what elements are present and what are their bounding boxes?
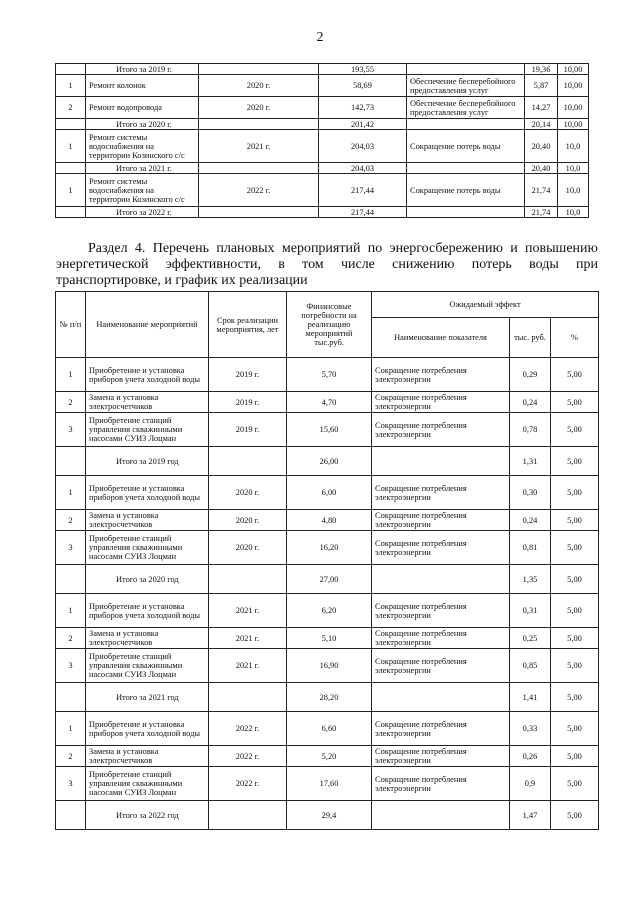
amount-cell: 4,70 bbox=[287, 392, 372, 413]
period-cell: 2021 г. bbox=[209, 649, 287, 683]
measure-name: Ремонт системы водоснабжения на территории Козинского с/с bbox=[86, 130, 199, 163]
period-cell bbox=[199, 163, 319, 174]
amount-cell: 29,4 bbox=[287, 801, 372, 830]
effect-cell bbox=[372, 801, 510, 830]
effect-rub-cell: 0,81 bbox=[510, 531, 551, 565]
effect-pct-cell: 5,00 bbox=[551, 712, 599, 746]
effect-rub-cell: 5,87 bbox=[525, 75, 558, 97]
effect-cell: Сокращение потребления электроэнергии bbox=[372, 358, 510, 392]
effect-pct-cell: 5,00 bbox=[551, 392, 599, 413]
effect-cell bbox=[407, 64, 525, 75]
section-4-heading bbox=[56, 241, 598, 289]
total-row bbox=[56, 163, 589, 174]
table-row bbox=[56, 392, 599, 413]
amount-cell: 26,00 bbox=[287, 447, 372, 476]
effect-pct-cell: 5,00 bbox=[551, 746, 599, 767]
effect-pct-cell: 10,00 bbox=[558, 64, 589, 75]
row-number bbox=[56, 163, 86, 174]
amount-cell: 16,20 bbox=[287, 531, 372, 565]
measure-name: Замена и установка электросчетчиков bbox=[86, 510, 209, 531]
effect-cell: Сокращение потребления электроэнергии bbox=[372, 531, 510, 565]
measure-name: Ремонт колонок bbox=[86, 75, 199, 97]
row-number: 2 bbox=[56, 97, 86, 119]
measure-name: Итого за 2020 г. bbox=[86, 119, 199, 130]
effect-pct-cell: 5,00 bbox=[551, 767, 599, 801]
effect-pct-cell: 5,00 bbox=[551, 413, 599, 447]
effect-cell: Сокращение потребления электроэнергии bbox=[372, 392, 510, 413]
header-rub: тыс. руб. bbox=[510, 318, 551, 358]
row-number: 2 bbox=[56, 392, 86, 413]
effect-rub-cell: 1,35 bbox=[510, 565, 551, 594]
table-row bbox=[56, 628, 599, 649]
effect-rub-cell: 0,24 bbox=[510, 392, 551, 413]
measure-name: Замена и установка электросчетчиков bbox=[86, 392, 209, 413]
effect-rub-cell: 0,24 bbox=[510, 510, 551, 531]
amount-cell: 27,00 bbox=[287, 565, 372, 594]
section-4-heading-line: Раздел 4. Перечень плановых мероприятий по энергосбережению и повышению bbox=[88, 241, 598, 256]
measure-name: Итого за 2019 г. bbox=[86, 64, 199, 75]
period-cell: 2022 г. bbox=[209, 712, 287, 746]
amount-cell: 6,00 bbox=[287, 476, 372, 510]
effect-cell bbox=[372, 683, 510, 712]
period-cell: 2022 г. bbox=[199, 174, 319, 207]
effect-cell: Сокращение потребления электроэнергии bbox=[372, 476, 510, 510]
amount-cell: 17,60 bbox=[287, 767, 372, 801]
measure-name: Ремонт водопровода bbox=[86, 97, 199, 119]
period-cell: 2020 г. bbox=[209, 510, 287, 531]
total-row bbox=[56, 64, 589, 75]
effect-cell: Обеспечение бесперебойного предоставления услуг bbox=[407, 97, 525, 119]
effect-cell: Сокращение потерь воды bbox=[407, 130, 525, 163]
period-cell: 2020 г. bbox=[199, 75, 319, 97]
table-row bbox=[56, 97, 589, 119]
measure-name: Итого за 2021 г. bbox=[86, 163, 199, 174]
effect-cell: Сокращение потребления электроэнергии bbox=[372, 767, 510, 801]
header-indicator: Наименование показателя bbox=[372, 318, 510, 358]
measure-name: Итого за 2021 год bbox=[86, 683, 209, 712]
total-row bbox=[56, 447, 599, 476]
period-cell bbox=[199, 207, 319, 218]
effect-pct-cell: 10,0 bbox=[558, 207, 589, 218]
table-row bbox=[56, 767, 599, 801]
effect-pct-cell: 5,00 bbox=[551, 510, 599, 531]
measure-name: Приобретение станций управления скважинными насосами СУИЗ Лоцман bbox=[86, 413, 209, 447]
header-num: № п/п bbox=[56, 292, 86, 358]
effect-pct-cell: 5,00 bbox=[551, 358, 599, 392]
measure-name: Приобретение и установка приборов учета холодной воды bbox=[86, 476, 209, 510]
period-cell bbox=[209, 683, 287, 712]
table-row bbox=[56, 531, 599, 565]
amount-cell: 201,42 bbox=[319, 119, 407, 130]
period-cell bbox=[209, 447, 287, 476]
amount-cell: 6,20 bbox=[287, 594, 372, 628]
effect-cell: Обеспечение бесперебойного предоставления услуг bbox=[407, 75, 525, 97]
total-row bbox=[56, 801, 599, 830]
effect-rub-cell: 0,29 bbox=[510, 358, 551, 392]
measure-name: Итого за 2020 год bbox=[86, 565, 209, 594]
header-name: Наименование мероприятий bbox=[86, 292, 209, 358]
measure-name: Итого за 2022 г. bbox=[86, 207, 199, 218]
total-row bbox=[56, 207, 589, 218]
table-row bbox=[56, 413, 599, 447]
effect-pct-cell: 5,00 bbox=[551, 594, 599, 628]
measure-name: Замена и установка электросчетчиков bbox=[86, 746, 209, 767]
period-cell bbox=[199, 119, 319, 130]
period-cell bbox=[209, 801, 287, 830]
period-cell: 2021 г. bbox=[209, 628, 287, 649]
table-row bbox=[56, 746, 599, 767]
period-cell: 2020 г. bbox=[199, 97, 319, 119]
effect-rub-cell: 0,30 bbox=[510, 476, 551, 510]
effect-cell: Сокращение потребления электроэнергии bbox=[372, 712, 510, 746]
row-number: 1 bbox=[56, 130, 86, 163]
row-number: 1 bbox=[56, 594, 86, 628]
effect-cell: Сокращение потребления электроэнергии bbox=[372, 746, 510, 767]
effect-cell bbox=[407, 207, 525, 218]
period-cell: 2020 г. bbox=[209, 476, 287, 510]
effect-pct-cell: 5,00 bbox=[551, 531, 599, 565]
table-row bbox=[56, 510, 599, 531]
total-row bbox=[56, 565, 599, 594]
row-number: 1 bbox=[56, 476, 86, 510]
measure-name: Ремонт системы водоснабжения на территории Козинского с/с bbox=[86, 174, 199, 207]
row-number: 2 bbox=[56, 510, 86, 531]
row-number: 1 bbox=[56, 712, 86, 746]
table-row bbox=[56, 594, 599, 628]
row-number bbox=[56, 801, 86, 830]
amount-cell: 217,44 bbox=[319, 174, 407, 207]
row-number bbox=[56, 447, 86, 476]
amount-cell: 5,70 bbox=[287, 358, 372, 392]
section-4-heading-line: энергетической эффективности, в том числе снижению потерь воды при bbox=[56, 257, 598, 272]
row-number: 1 bbox=[56, 358, 86, 392]
period-cell: 2021 г. bbox=[209, 594, 287, 628]
table-row bbox=[56, 174, 589, 207]
effect-cell bbox=[372, 447, 510, 476]
row-number: 3 bbox=[56, 649, 86, 683]
effect-rub-cell: 0,9 bbox=[510, 767, 551, 801]
row-number: 2 bbox=[56, 746, 86, 767]
table-row bbox=[56, 712, 599, 746]
effect-rub-cell: 1,31 bbox=[510, 447, 551, 476]
effect-cell: Сокращение потерь воды bbox=[407, 174, 525, 207]
row-number: 3 bbox=[56, 767, 86, 801]
effect-pct-cell: 10,0 bbox=[558, 174, 589, 207]
period-cell: 2019 г. bbox=[209, 413, 287, 447]
row-number bbox=[56, 683, 86, 712]
effect-pct-cell: 10,00 bbox=[558, 75, 589, 97]
period-cell: 2020 г. bbox=[209, 531, 287, 565]
effect-pct-cell: 5,00 bbox=[551, 447, 599, 476]
amount-cell: 5,20 bbox=[287, 746, 372, 767]
effect-pct-cell: 5,00 bbox=[551, 628, 599, 649]
effect-rub-cell: 20,40 bbox=[525, 130, 558, 163]
table-row bbox=[56, 75, 589, 97]
header-expected-effect: Ожидаемый эффект bbox=[372, 292, 599, 318]
effect-cell: Сокращение потребления электроэнергии bbox=[372, 510, 510, 531]
measure-name: Приобретение и установка приборов учета холодной воды bbox=[86, 594, 209, 628]
amount-cell: 204,03 bbox=[319, 163, 407, 174]
amount-cell: 28,20 bbox=[287, 683, 372, 712]
effect-pct-cell: 10,00 bbox=[558, 97, 589, 119]
period-cell bbox=[199, 64, 319, 75]
total-row bbox=[56, 683, 599, 712]
effect-pct-cell: 10,00 bbox=[558, 119, 589, 130]
measure-name: Приобретение станций управления скважинными насосами СУИЗ Лоцман bbox=[86, 649, 209, 683]
section-4-heading-line: транспортировке, и график их реализации bbox=[56, 273, 308, 288]
effect-rub-cell: 0,33 bbox=[510, 712, 551, 746]
energy-saving-measures-table bbox=[55, 291, 599, 830]
effect-pct-cell: 5,00 bbox=[551, 565, 599, 594]
effect-rub-cell: 0,85 bbox=[510, 649, 551, 683]
effect-pct-cell: 5,00 bbox=[551, 683, 599, 712]
row-number bbox=[56, 119, 86, 130]
table-row bbox=[56, 130, 589, 163]
effect-rub-cell: 0,25 bbox=[510, 628, 551, 649]
period-cell: 2022 г. bbox=[209, 767, 287, 801]
table-row bbox=[56, 649, 599, 683]
effect-pct-cell: 5,00 bbox=[551, 476, 599, 510]
amount-cell: 15,60 bbox=[287, 413, 372, 447]
effect-rub-cell: 20,40 bbox=[525, 163, 558, 174]
effect-rub-cell: 21,74 bbox=[525, 174, 558, 207]
amount-cell: 5,10 bbox=[287, 628, 372, 649]
row-number: 1 bbox=[56, 174, 86, 207]
effect-rub-cell: 0,31 bbox=[510, 594, 551, 628]
total-row bbox=[56, 119, 589, 130]
effect-cell bbox=[372, 565, 510, 594]
measure-name: Приобретение и установка приборов учета холодной воды bbox=[86, 712, 209, 746]
header-finance: Финансовые потребности на реализацию мероприятий тыс.руб. bbox=[287, 292, 372, 358]
effect-rub-cell: 1,41 bbox=[510, 683, 551, 712]
effect-rub-cell: 0,26 bbox=[510, 746, 551, 767]
table-row bbox=[56, 358, 599, 392]
effect-rub-cell: 21,74 bbox=[525, 207, 558, 218]
effect-cell bbox=[407, 119, 525, 130]
table-row bbox=[56, 476, 599, 510]
effect-rub-cell: 20,14 bbox=[525, 119, 558, 130]
effect-cell: Сокращение потребления электроэнергии bbox=[372, 628, 510, 649]
effect-rub-cell: 1,47 bbox=[510, 801, 551, 830]
effect-cell: Сокращение потребления электроэнергии bbox=[372, 594, 510, 628]
amount-cell: 58,69 bbox=[319, 75, 407, 97]
measure-name: Замена и установка электросчетчиков bbox=[86, 628, 209, 649]
period-cell: 2022 г. bbox=[209, 746, 287, 767]
effect-rub-cell: 0,78 bbox=[510, 413, 551, 447]
amount-cell: 4,80 bbox=[287, 510, 372, 531]
row-number: 2 bbox=[56, 628, 86, 649]
row-number: 3 bbox=[56, 531, 86, 565]
period-cell: 2019 г. bbox=[209, 392, 287, 413]
effect-pct-cell: 10,0 bbox=[558, 130, 589, 163]
row-number bbox=[56, 565, 86, 594]
amount-cell: 142,73 bbox=[319, 97, 407, 119]
effect-pct-cell: 5,00 bbox=[551, 801, 599, 830]
amount-cell: 6,60 bbox=[287, 712, 372, 746]
period-cell: 2021 г. bbox=[199, 130, 319, 163]
measure-name: Приобретение и установка приборов учета холодной воды bbox=[86, 358, 209, 392]
row-number: 1 bbox=[56, 75, 86, 97]
effect-cell bbox=[407, 163, 525, 174]
effect-pct-cell: 10,0 bbox=[558, 163, 589, 174]
amount-cell: 193,55 bbox=[319, 64, 407, 75]
effect-rub-cell: 14,27 bbox=[525, 97, 558, 119]
period-cell bbox=[209, 565, 287, 594]
page-number: 2 bbox=[316, 30, 324, 45]
header-period: Срок реализации мероприятия, лет bbox=[209, 292, 287, 358]
measure-name: Приобретение станций управления скважинными насосами СУИЗ Лоцман bbox=[86, 531, 209, 565]
row-number: 3 bbox=[56, 413, 86, 447]
effect-cell: Сокращение потребления электроэнергии bbox=[372, 413, 510, 447]
effect-pct-cell: 5,00 bbox=[551, 649, 599, 683]
row-number bbox=[56, 64, 86, 75]
row-number bbox=[56, 207, 86, 218]
measure-name: Итого за 2019 год bbox=[86, 447, 209, 476]
effect-rub-cell: 19,36 bbox=[525, 64, 558, 75]
measure-name: Итого за 2022 год bbox=[86, 801, 209, 830]
amount-cell: 16,90 bbox=[287, 649, 372, 683]
header-pct: % bbox=[551, 318, 599, 358]
measure-name: Приобретение станций управления скважинными насосами СУИЗ Лоцман bbox=[86, 767, 209, 801]
amount-cell: 217,44 bbox=[319, 207, 407, 218]
amount-cell: 204,03 bbox=[319, 130, 407, 163]
effect-cell: Сокращение потребления электроэнергии bbox=[372, 649, 510, 683]
costs-table-continued bbox=[55, 63, 589, 218]
period-cell: 2019 г. bbox=[209, 358, 287, 392]
